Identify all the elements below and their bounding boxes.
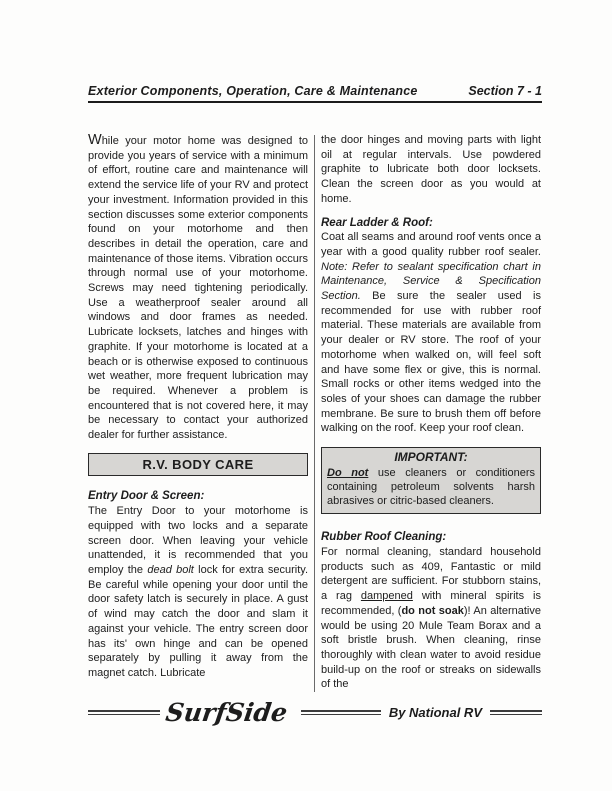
intro-paragraph: While your motor home was designed to provide you years of service with a minimum of effort, routine care and maintenance will extend the service life of your RV and protect your investment. Information provided in this section discusses some exterior components found on your motorhome and then describes in detail the operation, care and maintenance of those items. Vibration occurs through normal use of your motorhome. Screws may need tightening periodically. Use a weatherproof sealer around all windows and door frames as needed. Lubricate locksets, latches and hinges with graphite. If your motorhome is located at a beach or is otherwise exposed to continuous wet weather, more frequent lubrication may be required. Whenever a problem is encountered that is not covered here, it may be necessary to contact your authorized dealer for further assistance. [88,132,308,442]
left-column [88,133,308,692]
dampened-emphasis: dampened [360,590,413,603]
rubber-roof-text-3: )! An alternative would be using 20 Mule Team Borax and a soft bristle brush. When cleaning, rinse thoroughly with clean water to avoid residue build-up on the roof or streaks on sidewalls of the [321,604,541,691]
rear-ladder-text-1: Coat all seams and around roof vents once a year with a good quality rubber roof sealer. [321,231,541,258]
rubber-roof-text-1: For normal cleaning, standard household products such as 409, Fantastic or mild detergent are sufficient. For stubborn stains, a rag [321,546,541,603]
footer-rule-left [88,710,160,715]
dead-bolt-emphasis: dead bolt [147,563,194,576]
page-header [88,84,542,103]
rubber-roof-text-2: with mineral spirits is recommended, ( [321,590,541,617]
do-not-soak-emphasis: do not soak [401,604,464,617]
surfside-logo: SurfSide [163,698,290,727]
rear-ladder-heading: Rear Ladder & Roof: [321,216,433,229]
national-rv-byline: By National RV [388,705,482,720]
body-care-banner: R.V. BODY CARE [88,453,308,477]
important-body [327,466,535,509]
entry-door-continued: the door hinges and moving parts with light oil at regular intervals. Use powdered graphite to lubricate both door locksets. Clean the screen door as you would at home. [321,134,541,205]
footer-rule-right [490,710,542,715]
page-footer [88,700,542,725]
do-not-emphasis: Do not [327,466,369,479]
rear-ladder-text-2: Be sure the sealer used is recommended for use with rubber roof material. These materials are available from your dealer or RV store. The roof of your motorhome when walked on, will feel soft and have some flex or give, this is normal. Small rocks or other items wedged into the soles of your shoes can damage the rubber membrane. Be sure to brush them off before walking on the roof. Keep your roof clean. [321,290,541,435]
sealant-note-emphasis: Note: Refer to sealant specification chart in Maintenance, Service & Specification Section. [321,260,541,303]
entry-door-heading: Entry Door & Screen: [88,490,205,503]
manual-page [88,84,542,692]
entry-door-paragraph [88,504,308,680]
important-text: use cleaners or conditioners containing petroleum solvents harsh abrasives or citric-based cleaners. [327,466,535,508]
important-callout [321,447,541,514]
two-column-body [88,133,542,692]
footer-rule-middle [301,710,381,715]
entry-door-text-2: lock for extra security. Be careful while opening your door until the door safety latch is securely in place. A gust of wind may catch the door and slam it against your vehicle. The entry screen door has its' own hinge and can be opened separately by pulling it away from the magnet catch. Lubricate [88,563,308,679]
rubber-roof-paragraph [321,545,541,692]
page-title: Exterior Components, Operation, Care & Maintenance [88,84,418,98]
column-divider [314,135,315,692]
section-number: Section 7 - 1 [468,84,542,98]
right-column [321,133,541,692]
important-title: IMPORTANT: [394,450,468,465]
rubber-roof-heading: Rubber Roof Cleaning: [321,531,447,544]
rear-ladder-paragraph [321,230,541,436]
entry-door-text-1: The Entry Door to your motorhome is equipped with two locks and a separate screen door. When leaving your vehicle unattended, it is recommended that you employ the [88,505,308,576]
